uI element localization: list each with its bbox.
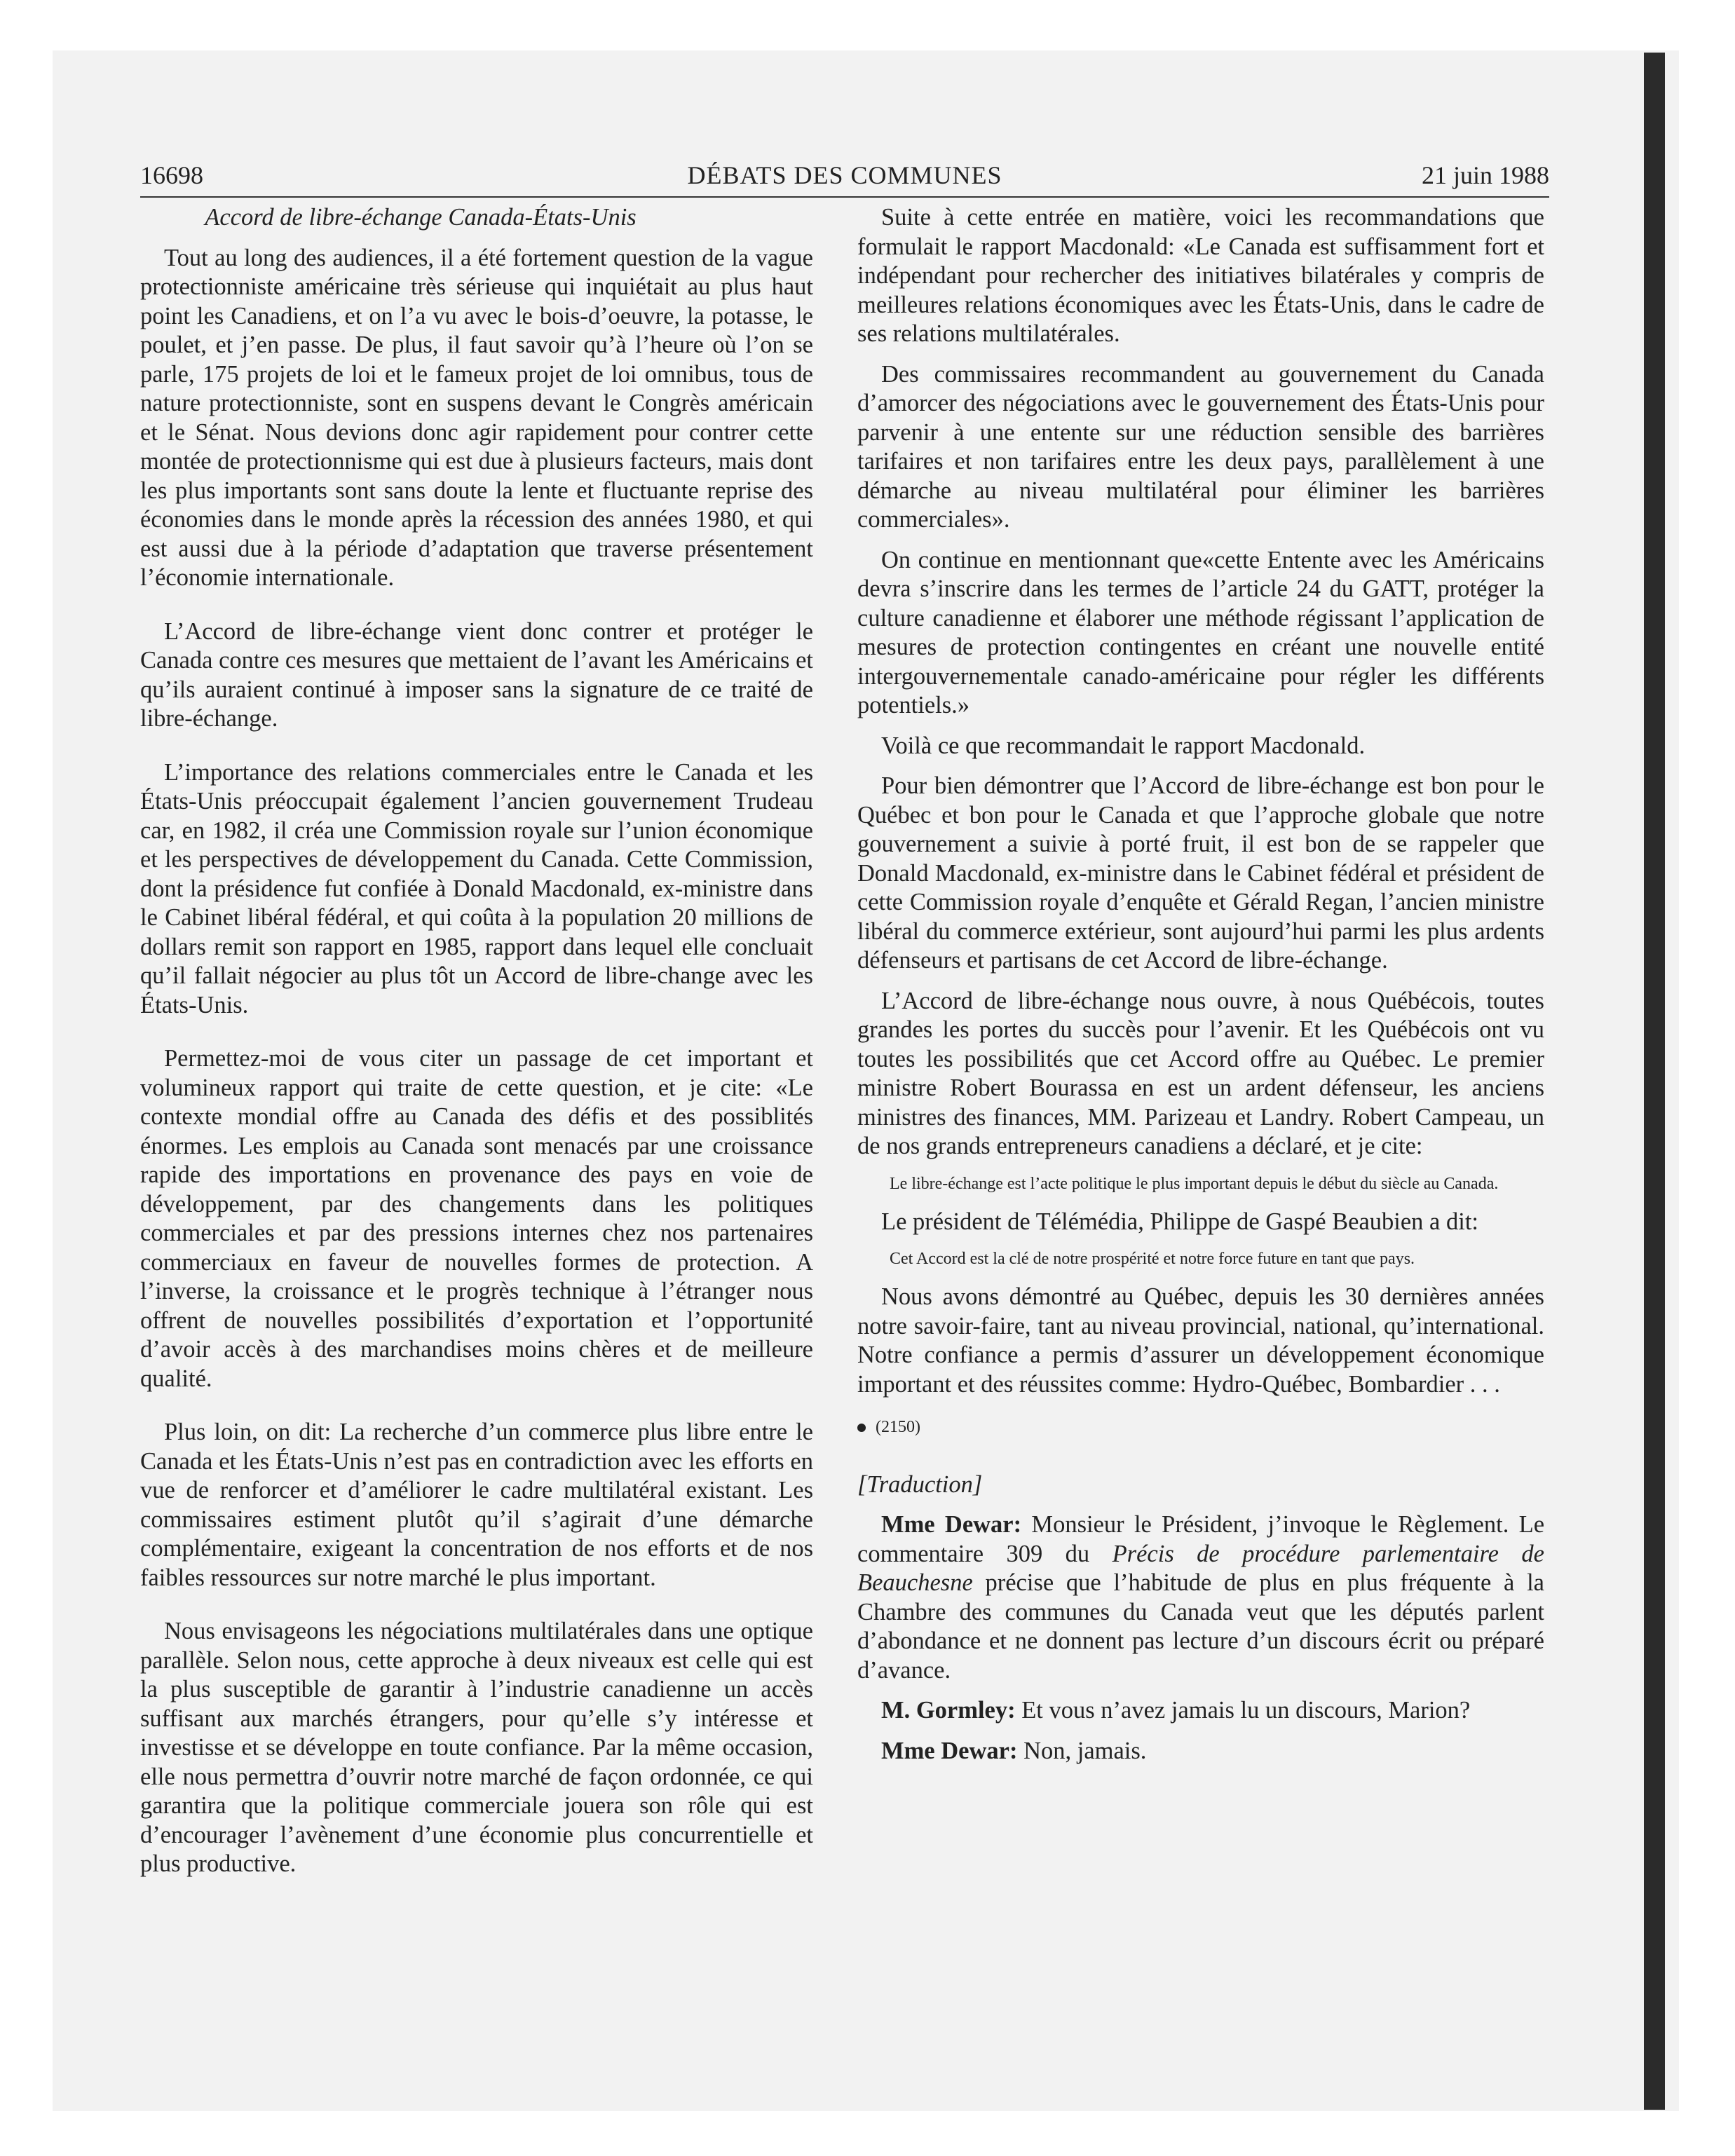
page-number: 16698 <box>140 161 203 189</box>
time-marker <box>857 1413 1544 1442</box>
speech-text: Et vous n’avez jamais lu un discours, Marion? <box>1015 1697 1471 1724</box>
speaker-name: M. Gormley: <box>881 1697 1016 1724</box>
paragraph: Nous avons démontré au Québec, depuis les 30 dernières années notre savoir-faire, tant au niveau provincial, national, qu’international. Notre confiance a permis d’assurer un développement économique important et des réussites comme: Hydro-Québec, Bombardier . . . <box>857 1283 1544 1398</box>
speech-text: Non, jamais. <box>1017 1737 1147 1764</box>
paragraph: Pour bien démontrer que l’Accord de libre-échange est bon pour le Québec et bon pour le Canada et que l’approche globale que notre gouvernement a suivie à porté fruit, il est bon de se rappeler que Donald Macdonald, ex-ministre dans le Cabinet fédéral et président de cette Commission royale d’enquête et Gérald Regan, l’ancien ministre libéral du commerce extérieur, sont aujourd’hui parmi les plus ardents défenseurs et partisans de cet Accord de libre-échange. <box>857 772 1544 974</box>
paragraph: Tout au long des audiences, il a été fortement question de la vague protectionniste américaine très sérieuse qui inquiétait au plus haut point les Canadiens, et on l’a vu avec le bois-d’oeuvre, la potasse, le poulet, et j’en passe. De plus, il faut savoir qu’à l’heure où l’on se parle, 175 projets de loi et le fameux projet de loi omnibus, tous de nature protectionniste, sont en suspens devant le Congrès américain et le Sénat. Nous devions donc agir rapidement pour contrer cette montée de protectionnisme qui est due à plusieurs facteurs, mais dont les plus importants sont sans doute la lente et fluctuante reprise des économies dans le monde après la récession des années 1980, et qui est aussi due à la période d’adaptation que traverse présentement l’économie internationale. <box>140 244 813 591</box>
speech-text: précise que l’habitude de plus en plus fréquente à la Chambre des communes du Canada veut que les députés parlent d’abondance et ne donnent pas lecture d’un discours écrit ou préparé d’avance. <box>857 1569 1544 1684</box>
paragraph: L’importance des relations commerciales entre le Canada et les États-Unis préoccupait également l’ancien gouvernement Trudeau car, en 1982, il créa une Commission royale sur l’union économique et les perspectives de développement du Canada. Cette Commission, dont la présidence fut confiée à Donald Macdonald, ex-ministre dans le Cabinet libéral fédéral, et qui coûta à la population 20 millions de dollars remit son rapport en 1985, rapport dans lequel elle concluait qu’il fallait négocier au plus tôt un Accord de libre-change avec les États-Unis. <box>140 758 813 1018</box>
right-column <box>857 203 1544 1777</box>
paragraph: Voilà ce que recommandait le rapport Macdonald. <box>881 732 1366 759</box>
speech-gormley <box>857 1696 1544 1726</box>
paragraph: L’Accord de libre-échange nous ouvre, à nous Québécois, toutes grandes les portes du succès pour l’avenir. Et les Québécois ont vu toutes les possibilités que cet Accord offre au Québec. Le premier ministre Robert Bourassa en est un ardent défenseur, les anciens ministres des finances, MM. Parizeau et Landry. Robert Campeau, un de nos grands entrepreneurs canadiens a déclaré, et je cite: <box>857 987 1544 1159</box>
paragraph: On continue en mentionnant que«cette Entente avec les Américains devra s’inscrire dans les termes de l’article 24 du GATT, protéger la culture canadienne et élaborer une méthode régissant l’application de mesures de protection contingentes en créant une nouvelle entité intergouvernementale canado-américaine pour régler les différents potentiels.» <box>857 546 1544 718</box>
paragraph: Nous envisageons les négociations multilatérales dans une optique parallèle. Selon nous, cette approche à deux niveaux est celle qui est la plus susceptible de garantir à l’industrie canadienne un accès suffisant aux marchés étrangers, pour qu’elle s’y intéresse et investisse et se développe en toute confiance. Par la même occasion, elle nous permettra d’ouvrir notre marché de façon ordonnée, ce qui garantira que la politique commerciale jouera son rôle qui est d’encourager l’avènement d’une économie plus concurrentielle et plus productive. <box>140 1618 813 1877</box>
section-title: Accord de libre-échange Canada-États-Unis <box>205 204 637 231</box>
paragraph: Permettez-moi de vous citer un passage de cet important et volumineux rapport qui traite de cette question, et je cite: «Le contexte mondial offre au Canada des défis et des possiblités énormes. Les emplois au Canada sont menacés par une croissance rapide des importations en provenance des pays en voie de développement, par des changements dans les politiques commerciales et par des pressions internes chez nos partenaires commerciaux en faveur de nouvelles formes de protection. A l’inverse, la croissance et le progrès technique à l’étranger nous offrent de nouvelles possibilités d’exportation et l’opportunité d’avoir accès à des marchandises moins chères et de meilleure qualité. <box>140 1045 813 1392</box>
speaker-name: Mme Dewar: <box>881 1511 1022 1538</box>
running-header <box>140 160 1549 198</box>
publication-title: DÉBATS DES COMMUNES <box>687 161 1002 189</box>
header-date: 21 juin 1988 <box>1421 161 1549 189</box>
block-quote: Cet Accord est la clé de notre prospérité et notre force future en tant que pays. <box>890 1250 1415 1268</box>
bullet-icon <box>857 1424 866 1432</box>
paragraph: Plus loin, on dit: La recherche d’un commerce plus libre entre le Canada et les États-Unis n’est pas en contradiction avec les efforts en vue de renforcer et d’améliorer le cadre multilatéral existant. Les commissaires estiment plutôt qu’il s’agirait d’une démarche complémentaire, exigeant la concentration de nos efforts et de nos faibles ressources sur notre marché le plus important. <box>140 1419 813 1591</box>
paragraph: Des commissaires recommandent au gouvernement du Canada d’amorcer des négociations avec le gouvernement des États-Unis pour parvenir à une entente sur une réduction sensible des barrières tarifaires et non tarifaires entre les deux pays, parallèlement à une démarche au niveau multilatéral pour éliminer les barrières commerciales». <box>857 360 1544 533</box>
speaker-name: Mme Dewar: <box>881 1737 1018 1764</box>
left-column <box>140 203 813 1904</box>
cited-work-title: Précis de procédure parlementaire de Beauchesne <box>857 1540 1544 1596</box>
paragraph: L’Accord de libre-échange vient donc contrer et protéger le Canada contre ces mesures que mettaient de l’avant les Américains et qu’ils auraient continué à imposer sans la signature de ce traité de libre-échange. <box>140 618 813 732</box>
speech-dewar <box>857 1737 1544 1766</box>
time-marker-text: (2150) <box>876 1418 920 1436</box>
block-quote: Le libre-échange est l’acte politique le plus important depuis le début du siècle au Canada. <box>890 1174 1499 1193</box>
speech-text: Monsieur le Président, j’invoque le Règlement. Le commentaire 309 du <box>857 1511 1545 1567</box>
scan-edge-bar <box>1644 53 1665 2110</box>
translation-tag: [Traduction] <box>857 1471 983 1498</box>
speech-dewar <box>857 1510 1544 1685</box>
paragraph: Le président de Télémédia, Philippe de Gaspé Beaubien a dit: <box>881 1208 1479 1235</box>
paragraph: Suite à cette entrée en matière, voici les recommandations que formulait le rapport Macdonald: «Le Canada est suffisamment fort et indépendant pour rechercher des initiatives bilatérales y compris de meilleures relations économiques avec les États-Unis, dans le cadre de ses relations multilatérales. <box>857 204 1544 347</box>
